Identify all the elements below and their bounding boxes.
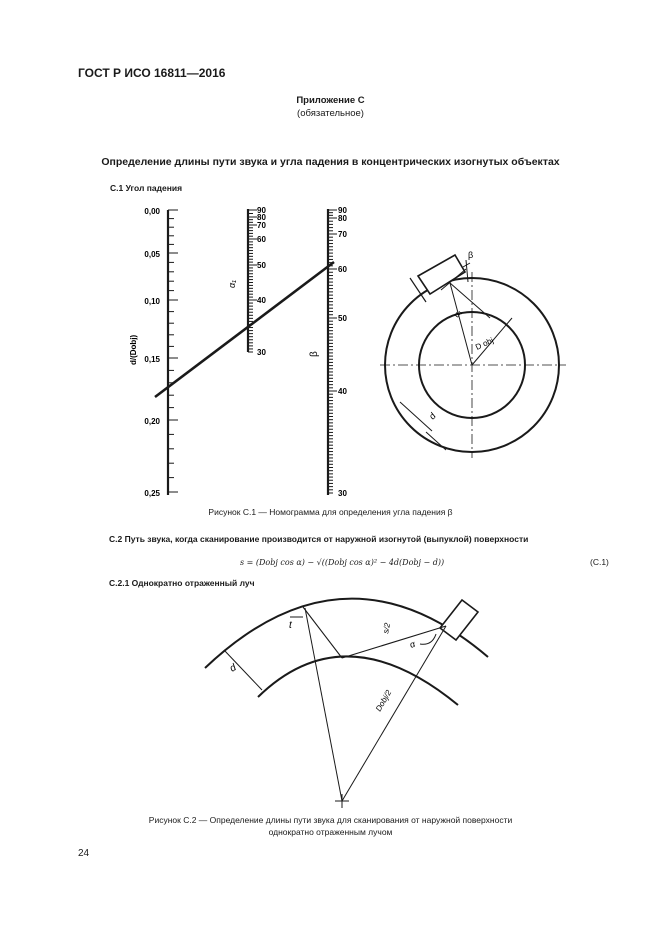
scale-right-tick-40: 40	[338, 387, 347, 396]
scale-mid-tick-60: 60	[257, 235, 266, 244]
scale-left-tick-5: 0,25	[144, 489, 160, 498]
scale-left-tick-1: 0,05	[144, 250, 160, 259]
c2-label-alpha: α	[408, 638, 417, 650]
c2-label-dobj2: Dobj/2	[373, 688, 394, 713]
curved-wall	[205, 599, 488, 808]
scale-mid-label: α₁	[227, 280, 237, 288]
scale-right-tick-60: 60	[338, 265, 347, 274]
scale-mid-tick-80: 80	[257, 213, 266, 222]
subsection-c21-heading: С.2.1 Однократно отраженный луч	[109, 578, 255, 588]
figure-c1-caption: Рисунок С.1 — Номограмма для определения угла падения β	[208, 507, 453, 517]
scale-right-tick-90: 90	[338, 206, 347, 215]
ring-label-d: d	[426, 411, 438, 422]
figure-c2-caption-line1: Рисунок С.2 — Определение длины пути звука для сканирования от наружной поверхности	[148, 815, 513, 825]
scale-left-tick-2: 0,10	[144, 297, 160, 306]
ring-label-beta: β	[468, 250, 474, 260]
c2-label-t: t	[289, 620, 292, 631]
ring-label-alpha: α₁	[451, 308, 464, 319]
page-number: 24	[78, 848, 90, 859]
scale-right-tick-70: 70	[338, 230, 347, 239]
document-header: ГОСТ Р ИСО 16811—2016	[78, 66, 226, 80]
scale-right-tick-30: 30	[338, 489, 347, 498]
section-title: Определение длины пути звука и угла падения в концентрических изогнутых объектах	[101, 156, 560, 168]
annex-status: (обязательное)	[297, 108, 364, 119]
scale-right-tick-50: 50	[338, 314, 347, 323]
c2-label-s2: s/2	[381, 622, 393, 635]
scale-left-tick-4: 0,20	[144, 417, 160, 426]
c2-label-d: d	[228, 662, 239, 675]
subsection-c2-heading: С.2 Путь звука, когда сканирование производится от наружной изогнутой (выпуклой) поверхности	[109, 534, 529, 544]
scale-mid-tick-50: 50	[257, 261, 266, 270]
scale-mid-tick-40: 40	[257, 296, 266, 305]
formula-number: (С.1)	[590, 557, 609, 567]
scale-mid-tick-90: 90	[257, 206, 266, 215]
scale-left-label: d/(Dobj)	[129, 334, 138, 365]
scale-right-label: β	[309, 351, 320, 357]
figure-c2-caption-line2: однократно отраженным лучом	[268, 827, 393, 837]
formula-c1: s = (Dobj cos α) − √((Dobj cos α)² − 4d(Dobj − d))	[240, 558, 445, 567]
scale-left-tick-3: 0,15	[144, 355, 160, 364]
scale-left-tick-0: 0,00	[144, 207, 160, 216]
annex-title: Приложение С	[296, 95, 365, 106]
scale-mid-tick-30: 30	[257, 348, 266, 357]
ring-label-dobj: D obj	[474, 335, 495, 352]
subsection-c1-heading: С.1 Угол падения	[110, 183, 183, 193]
scale-right-tick-80: 80	[338, 214, 347, 223]
scale-mid-tick-70: 70	[257, 221, 266, 230]
